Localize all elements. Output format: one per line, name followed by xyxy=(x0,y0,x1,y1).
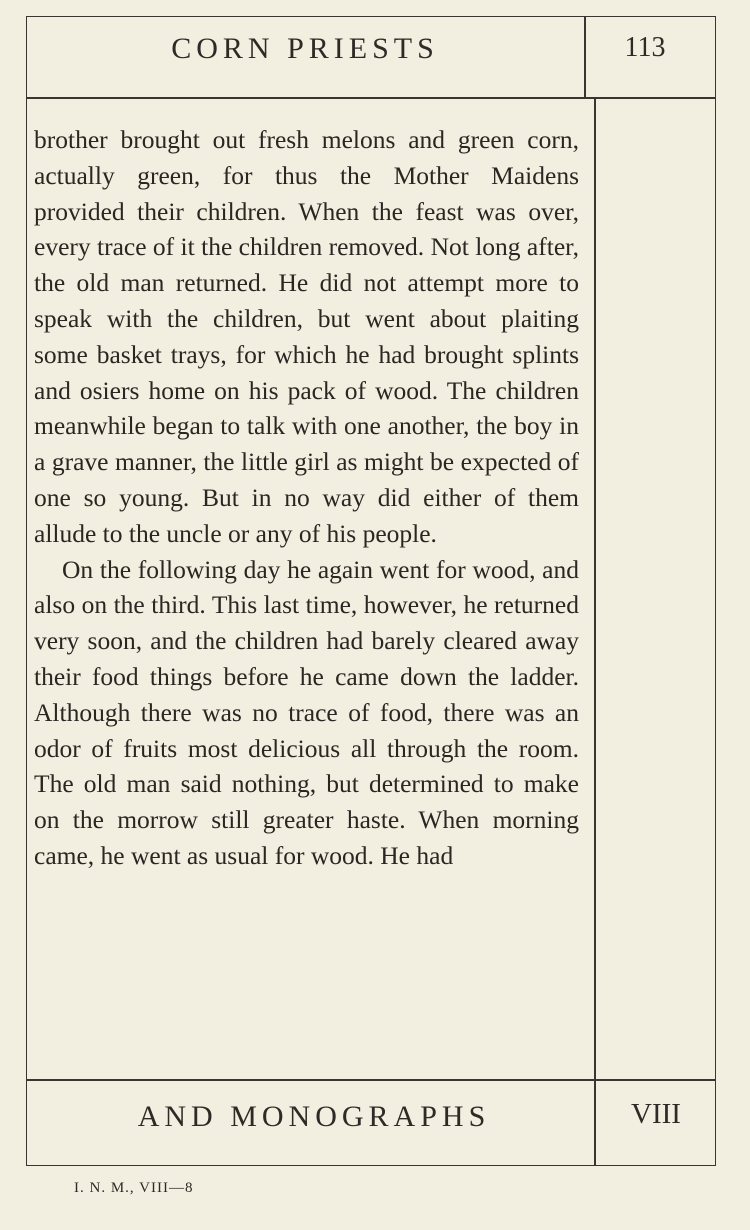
body-text xyxy=(34,122,579,874)
column-rule xyxy=(594,97,596,1080)
paragraph: brother brought out fresh melons and green corn, actually green, for thus the Mother Maidens provided their children. When the feast was over, every trace of it the children removed. Not long after, the old man returned. He did not attempt more to speak with the children, but went about plaiting some basket trays, for which he had brought splints and osiers home on his pack of wood. The children meanwhile began to talk with one another, the boy in a grave manner, the little girl as might be expected of one so young. But in no way did either of them allude to the uncle or any of his people. xyxy=(34,125,579,548)
paragraph: On the following day he again went for wood, and also on the third. This last time, however, he returned very soon, and the children had barely cleared away their food things before he came down the ladder. Although there was no trace of food, there was an odor of fruits most delicious all through the room. The old man said nothing, but determined to make on the morrow still greater haste. When morning came, he went as usual for wood. He had xyxy=(34,554,579,870)
running-foot-title: AND MONOGRAPHS xyxy=(137,1100,491,1133)
footer-rule xyxy=(26,1079,716,1081)
page-number: 113 xyxy=(624,32,666,63)
header-rule xyxy=(26,97,716,99)
running-head-title: CORN PRIESTS xyxy=(171,32,439,65)
volume-number: VIII xyxy=(631,1098,681,1130)
signature-mark: I. N. M., VIII—8 xyxy=(74,1180,194,1196)
